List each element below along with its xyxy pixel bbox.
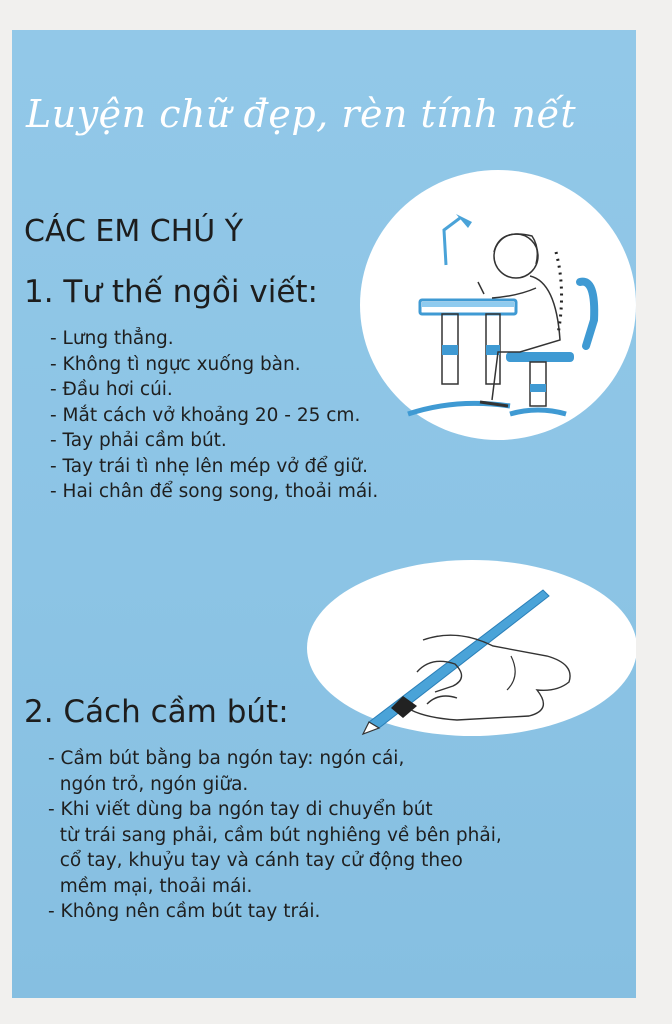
hand-holding-pen-icon (307, 560, 636, 736)
list-item: cổ tay, khuỷu tay và cánh tay cử động theo (48, 850, 463, 871)
list-item: từ trái sang phải, cầm bút nghiêng về bên phải, (48, 824, 502, 846)
pen-grip-list (48, 746, 502, 925)
child-writing-icon (360, 170, 636, 440)
posture-illustration (360, 170, 636, 440)
list-item: - Mắt cách vở khoảng 20 - 25 cm. (50, 404, 361, 426)
list-item: - Hai chân để song song, thoải mái. (50, 481, 379, 502)
list-item: - Khi viết dùng ba ngón tay di chuyển bút (48, 799, 433, 820)
list-item: mềm mại, thoải mái. (48, 875, 253, 897)
list-item: - Cầm bút bằng ba ngón tay: ngón cái, (48, 748, 405, 769)
page-title: Luyện chữ đẹp, rèn tính nết (26, 92, 577, 136)
list-item: - Lưng thẳng. (50, 328, 174, 349)
list-item: - Không nên cầm bút tay trái. (48, 901, 321, 922)
pen-grip-illustration (307, 560, 636, 736)
section-heading-pen-grip: 2. Cách cầm bút: (24, 694, 289, 730)
list-item: - Tay phải cầm bút. (50, 430, 227, 451)
notice-heading: CÁC EM CHÚ Ý (24, 214, 244, 249)
posture-list (50, 326, 378, 505)
list-item: - Đầu hơi cúi. (50, 379, 173, 400)
list-item: - Không tì ngực xuống bàn. (50, 353, 301, 375)
list-item: - Tay trái tì nhẹ lên mép vở để giữ. (50, 455, 368, 477)
poster-card (12, 30, 636, 998)
section-heading-posture: 1. Tư thế ngồi viết: (24, 274, 318, 310)
list-item: ngón trỏ, ngón giữa. (48, 773, 249, 795)
